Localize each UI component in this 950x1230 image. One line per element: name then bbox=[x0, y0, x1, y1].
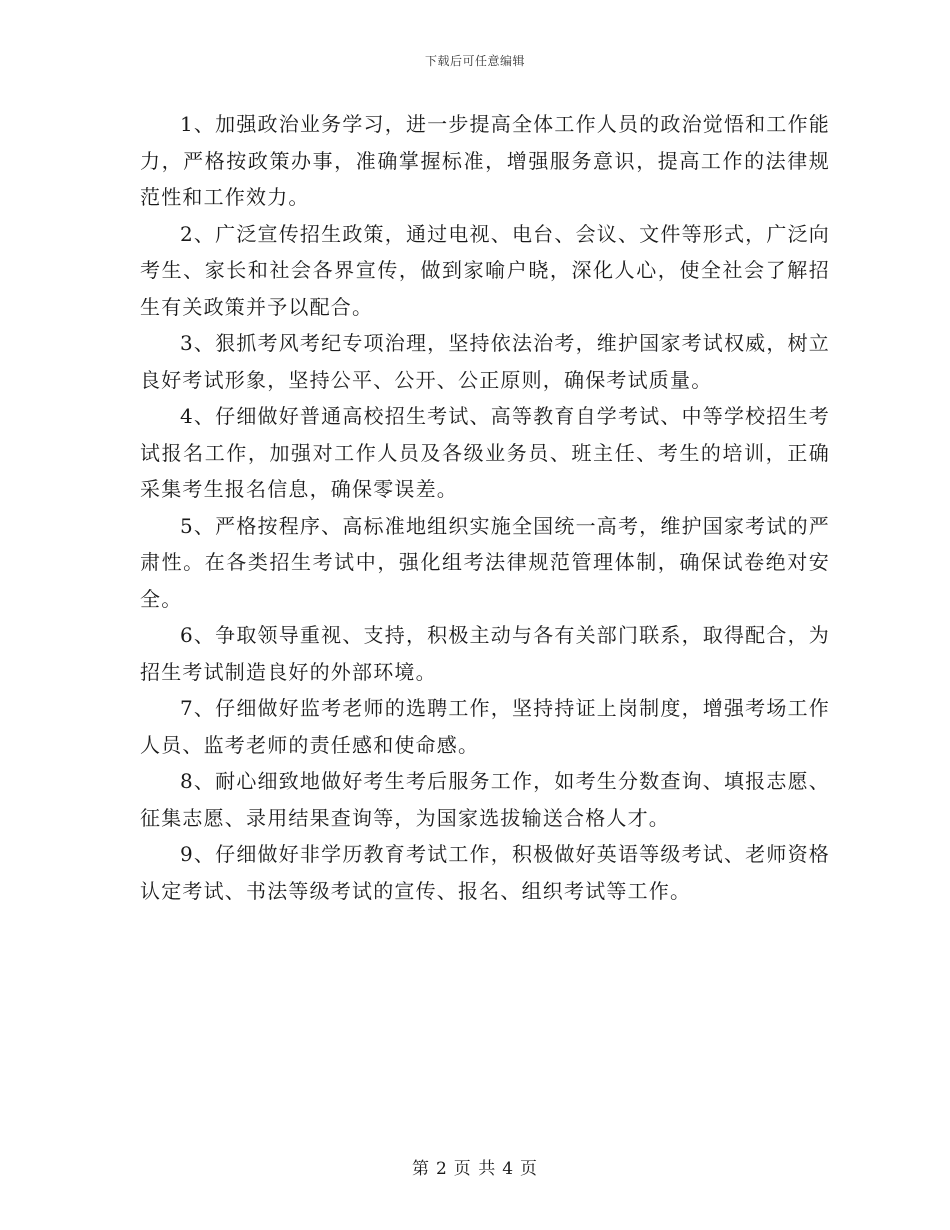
paragraph-1: 1、加强政治业务学习，进一步提高全体工作人员的政治觉悟和工作能力，严格按政策办事，准确掌握标准，增强服务意识，提高工作的法律规范性和工作效力。 bbox=[140, 112, 830, 209]
paragraph-8: 8、耐心细致地做好考生考后服务工作，如考生分数查询、填报志愿、征集志愿、录用结果查询等，为国家选拔输送合格人才。 bbox=[140, 769, 830, 830]
paragraph-7: 7、仔细做好监考老师的选聘工作，坚持持证上岗制度，增强考场工作人员、监考老师的责任感和使命感。 bbox=[140, 696, 830, 757]
footer-current-page: 2 bbox=[435, 1159, 448, 1179]
document-body bbox=[140, 106, 830, 909]
footer-suffix: 页 bbox=[520, 1159, 539, 1179]
page-footer bbox=[0, 1154, 950, 1179]
header-note: 下载后可任意编辑 bbox=[424, 54, 525, 68]
paragraph-5: 5、严格按程序、高标准地组织实施全国统一高考，维护国家考试的严肃性。在各类招生考试中，强化组考法律规范管理体制，确保试卷绝对安全。 bbox=[140, 513, 830, 611]
paragraph-6: 6、争取领导重视、支持，积极主动与各有关部门联系，取得配合，为招生考试制造良好的外部环境。 bbox=[140, 623, 830, 684]
footer-middle: 页 共 bbox=[453, 1159, 497, 1179]
paragraph-4: 4、仔细做好普通高校招生考试、高等教育自学考试、中等学校招生考试报名工作，加强对工作人员及各级业务员、班主任、考生的培训，正确采集考生报名信息，确保零误差。 bbox=[140, 404, 830, 501]
paragraph-9: 9、仔细做好非学历教育考试工作，积极做好英语等级考试、老师资格认定考试、书法等级考试的宣传、报名、组织考试等工作。 bbox=[140, 842, 830, 903]
paragraph-3: 3、狠抓考风考纪专项治理，坚持依法治考，维护国家考试权威，树立良好考试形象，坚持公平、公开、公正原则，确保考试质量。 bbox=[140, 331, 830, 392]
paragraph-2: 2、广泛宣传招生政策，通过电视、电台、会议、文件等形式，广泛向考生、家长和社会各界宣传，做到家喻户晓，深化人心，使全社会了解招生有关政策并予以配合。 bbox=[140, 221, 830, 319]
footer-total-pages: 4 bbox=[502, 1159, 515, 1179]
footer-prefix: 第 bbox=[411, 1159, 430, 1179]
